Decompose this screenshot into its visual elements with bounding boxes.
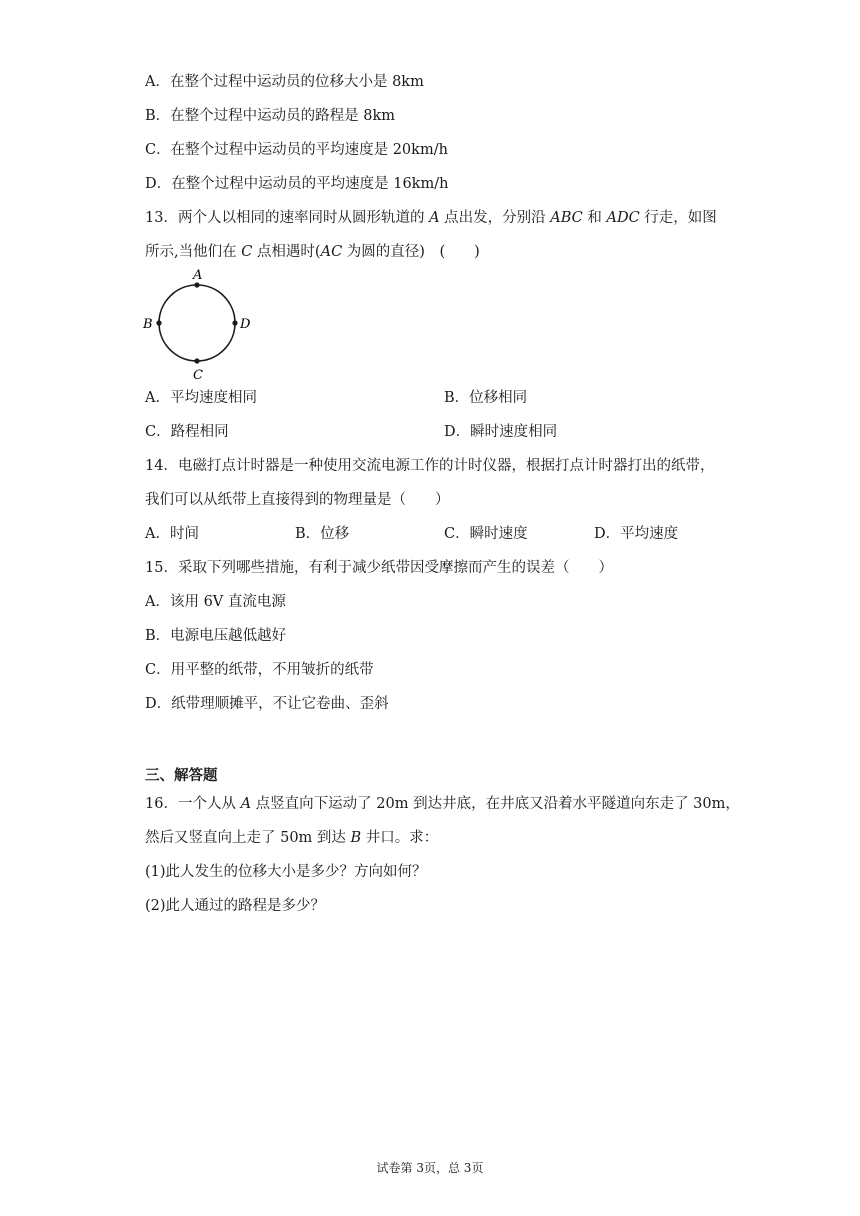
- q13-option-d: D．瞬时速度相同: [444, 424, 558, 440]
- q13-point-c: C: [241, 244, 253, 260]
- q13-point-a: A: [429, 210, 440, 226]
- q16-text: 16．一个人从: [145, 796, 241, 812]
- point-d-dot: [232, 320, 237, 325]
- q12-option-b: B．在整个过程中运动员的路程是 8km: [145, 108, 396, 124]
- label-d: D: [240, 317, 251, 332]
- q14-stem-line1: 14．电磁打点计时器是一种使用交流电源工作的计时仪器，根据打点计时器打出的纸带，: [145, 458, 715, 474]
- q16-text: 然后又竖直向上走了 50m 到达: [145, 830, 351, 846]
- q16-point-b: B: [350, 830, 362, 846]
- page-footer: 试卷第 3页，总 3页: [376, 1161, 484, 1175]
- q15-option-a: A．该用 6V 直流电源: [145, 594, 286, 610]
- q13-text: 点相遇时(: [252, 244, 321, 260]
- q13-stem-line1: [145, 208, 717, 228]
- q15-option-c: C．用平整的纸带，不用皱折的纸带: [145, 662, 374, 678]
- q13-path-adc: ADC: [606, 210, 640, 226]
- q13-option-b: B．位移相同: [444, 390, 528, 406]
- label-b: B: [143, 317, 153, 332]
- section-heading-answers: 三、解答题: [145, 767, 218, 784]
- circle-track-figure: [140, 268, 260, 383]
- q13-text: 和: [582, 210, 607, 226]
- q15-option-b: B．电源电压越低越好: [145, 628, 287, 644]
- point-a-dot: [194, 282, 199, 287]
- q13-text: 为圆的直径) ( ): [342, 244, 480, 260]
- q13-text: 点出发，分别沿: [439, 210, 551, 226]
- q14-option-a: A．时间: [145, 526, 199, 542]
- point-b-dot: [156, 320, 161, 325]
- label-a: A: [193, 268, 203, 283]
- q15-option-d: D．纸带理顺摊平，不让它卷曲、歪斜: [145, 696, 389, 712]
- q13-text: 13．两个人以相同的速率同时从圆形轨道的: [145, 210, 430, 226]
- q15-stem: 15．采取下列哪些措施，有利于减少纸带因受摩擦而产生的误差（ ）: [145, 560, 613, 576]
- q16-subquestion-1: (1)此人发生的位移大小是多少？方向如何？: [145, 864, 427, 880]
- q16-text: 井口。求：: [361, 830, 439, 846]
- q16-line2: [145, 828, 438, 848]
- circle-track: [159, 285, 235, 361]
- q14-option-d: D．平均速度: [594, 526, 679, 542]
- q13-option-a: A．平均速度相同: [145, 390, 257, 406]
- q13-stem-line2: [145, 242, 480, 262]
- q14-options-row: [145, 524, 745, 544]
- q13-text: 所示,当他们在: [145, 244, 242, 260]
- q14-option-b: B．位移: [295, 526, 350, 542]
- q13-text: 行走，如图: [639, 210, 717, 226]
- label-c: C: [193, 368, 203, 383]
- q14-stem-line2: 我们可以从纸带上直接得到的物理量是（ ）: [145, 492, 450, 508]
- q12-option-d: D．在整个过程中运动员的平均速度是 16km/h: [145, 176, 449, 192]
- point-c-dot: [194, 358, 199, 363]
- q16-point-a: A: [240, 796, 252, 812]
- q12-option-c: C．在整个过程中运动员的平均速度是 20km/h: [145, 142, 448, 158]
- q13-diameter-ac: AC: [320, 244, 343, 260]
- q12-option-a: A．在整个过程中运动员的位移大小是 8km: [145, 74, 424, 90]
- q16-subquestion-2: (2)此人通过的路程是多少？: [145, 898, 326, 914]
- q16-text: 点竖直向下运动了 20m 到达井底，在井底又沿着水平隧道向东走了 30m，: [251, 796, 740, 812]
- q13-path-abc: ABC: [550, 210, 583, 226]
- q14-option-c: C．瞬时速度: [444, 526, 528, 542]
- q16-line1: [145, 794, 740, 814]
- circle-track-svg: [140, 268, 260, 383]
- q13-option-c: C．路程相同: [145, 424, 229, 440]
